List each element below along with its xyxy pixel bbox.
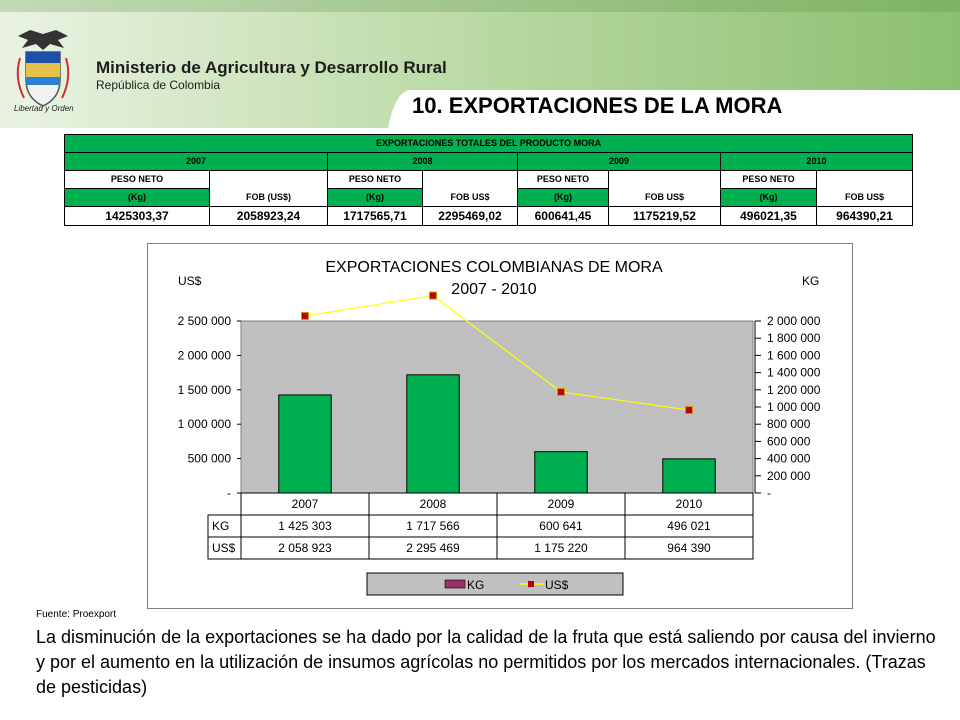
kg-unit-header: (Kg) [328,189,423,207]
data-label-kg: 600 641 [539,519,583,533]
kg-unit-header: (Kg) [721,189,817,207]
exports-table [64,134,913,226]
point-usd-2007 [302,312,309,319]
bar-kg-2010 [663,459,715,493]
bar-kg-2008 [407,375,459,493]
bar-kg-2007 [279,395,331,493]
kg-unit-header: (Kg) [65,189,210,207]
year-header-2008: 2008 [328,153,518,171]
data-label-kg: 1 425 303 [278,519,332,533]
table-cell: 964390,21 [817,207,913,226]
table-cell: 1175219,52 [609,207,721,226]
left-tick-label: 2 000 000 [177,348,231,363]
right-tick-label: 1 800 000 [767,331,821,346]
table-row-label-kg: KG [212,519,230,533]
peso-neto-header: PESO NETO [65,171,210,189]
category-label: 2007 [291,497,319,511]
right-tick-label: 1 600 000 [767,348,821,363]
page-header [0,0,960,128]
data-label-kg: 496 021 [667,519,711,533]
bar-kg-2009 [535,452,587,493]
table-cell: 496021,35 [721,207,817,226]
peso-neto-header: PESO NETO [721,171,817,189]
right-tick-label: 200 000 [767,468,811,483]
kg-unit-header: (Kg) [518,189,609,207]
right-tick-label: 1 200 000 [767,382,821,397]
right-tick-label: - [767,486,771,500]
category-label: 2010 [675,497,703,511]
right-tick-label: 800 000 [767,417,811,432]
left-tick-label: 2 500 000 [177,314,231,328]
exports-chart [148,244,852,608]
year-header-2007: 2007 [65,153,328,171]
point-usd-2010 [686,407,693,414]
chart-title: EXPORTACIONES COLOMBIANAS DE MORA [325,259,663,276]
legend-box [367,573,623,595]
table-cell: 2295469,02 [423,207,518,226]
data-label-usd: 964 390 [667,541,711,555]
right-tick-label: 1 400 000 [767,365,821,380]
fob-header: FOB US$ [817,171,913,207]
table-row-label-usd: US$ [212,541,236,555]
right-tick-label: 600 000 [767,434,811,449]
source-note: Fuente: Proexport [36,609,117,620]
table-cell: 1425303,37 [65,207,210,226]
left-tick-label: 1 000 000 [177,417,231,432]
right-tick-label: 2 000 000 [767,314,821,328]
peso-neto-header: PESO NETO [518,171,609,189]
table-cell: 1717565,71 [328,207,423,226]
point-usd-2008 [430,292,437,299]
republic-name: República de Colombia [96,78,221,92]
category-label: 2008 [419,497,447,511]
table-title: EXPORTACIONES TOTALES DEL PRODUCTO MORA [65,135,913,153]
legend-usd-label: US$ [545,578,569,592]
ministry-name: Ministerio de Agricultura y Desarrollo Rural [96,58,447,77]
data-label-usd: 1 175 220 [534,541,588,555]
page-title: 10. EXPORTACIONES DE LA MORA [412,93,783,118]
fob-header: FOB US$ [609,171,721,207]
legend-kg-label: KG [467,578,485,592]
legend-usd-marker [528,581,534,587]
left-tick-label: 500 000 [187,451,231,466]
data-label-usd: 2 058 923 [278,541,332,555]
fob-header: FOB (US$) [210,171,328,207]
fob-header: FOB US$ [423,171,518,207]
left-axis-label: US$ [178,274,202,288]
left-tick-label: - [227,486,231,500]
point-usd-2009 [558,388,565,395]
analysis-text: La disminución de la exportaciones se ha dado por la calidad de la fruta que está saliendo por causa del invierno y por el aumento en la utilización de insumos agrícolas no permitidos por los mercados internacionales. (Trazas de pesticidas) [36,627,936,697]
legend-kg-swatch [445,580,465,588]
data-label-usd: 2 295 469 [406,541,460,555]
category-label: 2009 [547,497,575,511]
table-cell: 600641,45 [518,207,609,226]
colombia-shield-logo [8,28,78,114]
left-tick-label: 1 500 000 [177,382,231,397]
right-tick-label: 1 000 000 [767,400,821,414]
table-cell: 2058923,24 [210,207,328,226]
chart-subtitle: 2007 - 2010 [451,281,537,298]
peso-neto-header: PESO NETO [328,171,423,189]
right-tick-label: 400 000 [767,451,811,466]
year-header-2010: 2010 [721,153,913,171]
chart-frame [147,243,853,609]
year-header-2009: 2009 [518,153,721,171]
data-label-kg: 1 717 566 [406,519,460,533]
motto: Libertad y Orden [14,104,74,113]
right-axis-label: KG [802,274,820,288]
